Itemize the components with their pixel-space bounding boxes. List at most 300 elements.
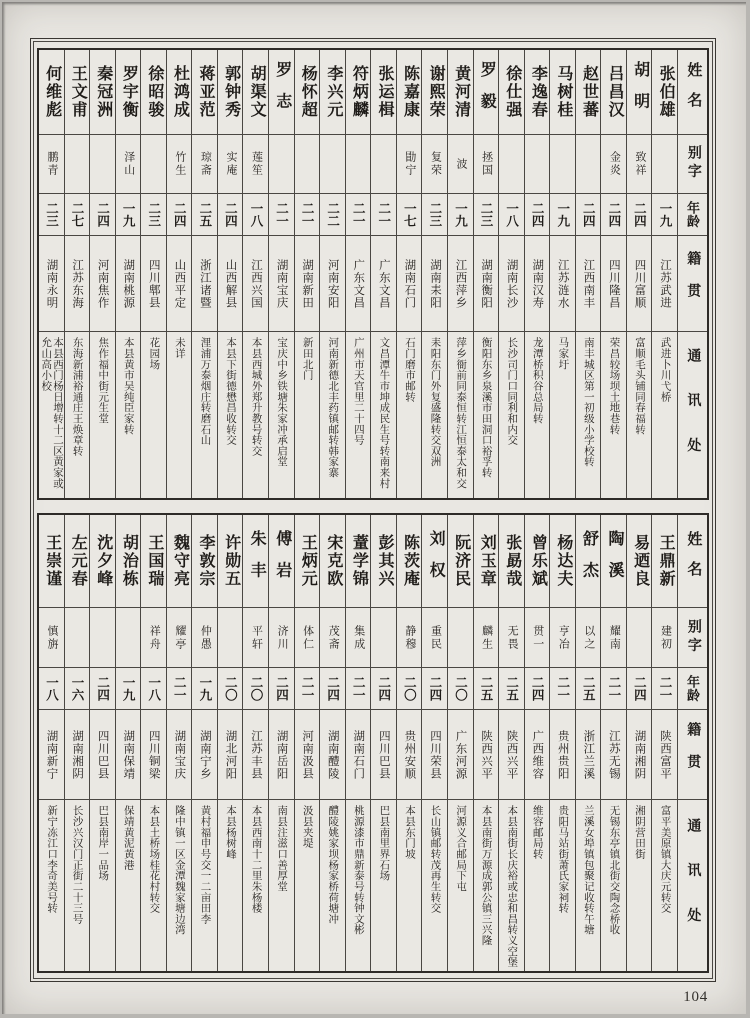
courtesy-cell: 以之 [576, 608, 601, 668]
address-cell: 龙潭桥积谷总局转 [531, 337, 543, 424]
header-column [677, 50, 707, 498]
courtesy-cell [576, 135, 601, 194]
courtesy-cell [90, 608, 115, 668]
age-cell: 二三 [474, 194, 499, 236]
age-cell: 二一 [269, 194, 294, 236]
courtesy-cell [295, 135, 320, 194]
origin-cell: 湖南永明 [39, 236, 64, 332]
name-cell: 马树桂 [550, 50, 575, 135]
age-cell: 二一 [652, 668, 677, 710]
age-cell: 二〇 [218, 668, 243, 710]
origin-cell: 江苏无锡 [601, 710, 626, 800]
courtesy-cell: 波 [448, 135, 473, 194]
age-cell: 二一 [295, 668, 320, 710]
entry-column [473, 515, 499, 971]
address-cell: 长沙兴汉门正街二十三号 [71, 805, 83, 924]
name-cell: 谢熙荣 [422, 50, 447, 135]
address-cell: 武进卜川弋桥 [659, 337, 671, 402]
age-cell: 二二 [320, 194, 345, 236]
address-cell: 汲县夹堤 [301, 805, 313, 849]
entry-column [64, 515, 90, 971]
courtesy-cell: 重民 [422, 608, 447, 668]
courtesy-cell: 亨冶 [550, 608, 575, 668]
address-cell: 新宁冻江口李奇美号转 [46, 805, 58, 914]
origin-cell: 河南安阳 [320, 236, 345, 332]
age-cell: 二〇 [243, 668, 268, 710]
age-cell: 二四 [627, 194, 652, 236]
name-cell: 王崇谨 [39, 515, 64, 608]
origin-cell: 湖南耒阳 [422, 236, 447, 332]
origin-cell: 湖南宝庆 [167, 710, 192, 800]
name-cell: 李兴元 [320, 50, 345, 135]
courtesy-cell: 贯一 [525, 608, 550, 668]
courtesy-cell [371, 135, 396, 194]
address-cell: 未详 [173, 337, 185, 359]
address-cell: 本县南街万源成郭公镇三兴隆 [480, 805, 492, 946]
courtesy-cell [141, 135, 166, 194]
origin-cell: 湖南石门 [397, 236, 422, 332]
address-cell: 宝庆中乡铁塘朱家冲承启堂 [276, 337, 288, 467]
age-cell: 二〇 [448, 668, 473, 710]
address-cell: 东海新浦裕通庄王焕章转 [71, 337, 83, 456]
name-cell: 王国瑞 [141, 515, 166, 608]
entry-column [242, 50, 268, 498]
address-cell: 焦作福中街元生堂 [97, 337, 109, 424]
column-header-age: 年龄 [678, 668, 707, 710]
name-cell: 王文甫 [65, 50, 90, 135]
entry-column [421, 515, 447, 971]
courtesy-cell: 琼斋 [192, 135, 217, 194]
entry-column [166, 515, 192, 971]
origin-cell: 湖南保靖 [116, 710, 141, 800]
entry-column [549, 50, 575, 498]
entry-column [115, 515, 141, 971]
courtesy-cell [65, 135, 90, 194]
age-cell: 二一 [601, 668, 626, 710]
courtesy-cell [269, 135, 294, 194]
address-cell: 长沙司门口同利和内交 [506, 337, 518, 446]
age-cell: 二一 [371, 194, 396, 236]
age-cell: 一九 [448, 194, 473, 236]
scanned-paper [2, 2, 746, 1014]
origin-cell: 四川隆昌 [601, 236, 626, 332]
address-cell: 本县南街长庆裕或忠和昌转义空堡 [506, 805, 518, 968]
name-cell: 朱丰 [243, 515, 268, 608]
age-cell: 二四 [269, 668, 294, 710]
entry-column [140, 515, 166, 971]
age-cell: 二四 [601, 194, 626, 236]
age-cell: 二五 [499, 668, 524, 710]
origin-cell: 四川荣县 [422, 710, 447, 800]
address-cell: 富顺毛头铺同春福转 [634, 337, 646, 435]
name-cell: 易迺良 [627, 515, 652, 608]
address-cell: 本县土桥场桂花村转交 [148, 805, 160, 914]
entry-column [294, 50, 320, 498]
courtesy-cell: 耀亭 [167, 608, 192, 668]
column-header-name: 姓名 [678, 50, 707, 135]
entry-column [626, 515, 652, 971]
origin-cell: 湖南石门 [346, 710, 371, 800]
origin-cell: 广东河源 [448, 710, 473, 800]
age-cell: 二三 [422, 194, 447, 236]
address-cell: 长山镇邮转茂再生转交 [429, 805, 441, 914]
entry-column [64, 50, 90, 498]
age-cell: 二一 [550, 668, 575, 710]
origin-cell: 湖南湘阴 [627, 710, 652, 800]
age-cell: 二四 [167, 194, 192, 236]
origin-cell: 山西解县 [218, 236, 243, 332]
name-cell: 蒋亚范 [192, 50, 217, 135]
address-cell: 荣昌较场坝土地巷转 [608, 337, 620, 435]
entry-column [447, 50, 473, 498]
address-cell: 隆中镇一区金潭魏家塘边湾 [173, 805, 185, 935]
column-header-address: 通讯处 [685, 818, 701, 953]
entry-column [396, 515, 422, 971]
entry-column [651, 515, 677, 971]
address-cell: 巴县南里界石场 [378, 805, 390, 881]
address-cell: 衡阳东乡泉溪市田洞口裕孚转 [480, 337, 492, 478]
address-cell: 本县杨树峰 [225, 805, 237, 860]
origin-cell: 陕西兴平 [499, 710, 524, 800]
origin-cell: 江苏东海 [65, 236, 90, 332]
origin-cell: 湖南岳阳 [269, 710, 294, 800]
age-cell: 一九 [550, 194, 575, 236]
name-cell: 胡渠文 [243, 50, 268, 135]
origin-cell: 四川巴县 [371, 710, 396, 800]
courtesy-cell: 无畏 [499, 608, 524, 668]
origin-cell: 浙江兰溪 [576, 710, 601, 800]
name-cell: 刘权 [422, 515, 447, 608]
origin-cell: 四川巴县 [90, 710, 115, 800]
address-cell: 巴县南岸一品场 [97, 805, 109, 881]
name-cell: 曾乐斌 [525, 515, 550, 608]
age-cell: 一八 [499, 194, 524, 236]
entry-column [345, 50, 371, 498]
courtesy-cell: 鹏青 [39, 135, 64, 194]
column-header-courtesy: 别字 [678, 608, 707, 668]
name-cell: 魏守亮 [167, 515, 192, 608]
origin-cell: 四川郫县 [141, 236, 166, 332]
entry-column [600, 515, 626, 971]
origin-cell: 湖南新宁 [39, 710, 64, 800]
age-cell: 二四 [371, 668, 396, 710]
name-cell: 阮济民 [448, 515, 473, 608]
courtesy-cell: 体仁 [295, 608, 320, 668]
entry-column [498, 515, 524, 971]
address-cell: 广州市天官里二十四号 [352, 337, 364, 446]
name-cell: 黄河清 [448, 50, 473, 135]
name-cell: 刘玉章 [474, 515, 499, 608]
origin-cell: 湖南衡阳 [474, 236, 499, 332]
name-cell: 徐昭骏 [141, 50, 166, 135]
name-cell: 赵世蕃 [576, 50, 601, 135]
name-cell: 杨达夫 [550, 515, 575, 608]
entry-column [191, 515, 217, 971]
address-cell: 石门磨市邮转 [403, 337, 415, 402]
origin-cell: 江西兴国 [243, 236, 268, 332]
entry-column [89, 515, 115, 971]
courtesy-cell [448, 608, 473, 668]
courtesy-cell: 建初 [652, 608, 677, 668]
name-cell: 吕昌汉 [601, 50, 626, 135]
age-cell: 二四 [627, 668, 652, 710]
entry-column [345, 515, 371, 971]
address-cell: 兰溪女埠镇包聚记收转午塘 [582, 805, 594, 935]
entry-column [651, 50, 677, 498]
address-cell: 无锡东亭镇北街交陶念桥收 [608, 805, 620, 935]
column-header-name: 姓名 [678, 515, 707, 608]
name-cell: 张伯雄 [652, 50, 677, 135]
origin-cell: 湖南长沙 [499, 236, 524, 332]
courtesy-cell [550, 135, 575, 194]
page-border-inner [33, 41, 713, 979]
address-cell: 黄村福申号交一二亩田李 [199, 805, 211, 924]
entry-column [575, 515, 601, 971]
origin-cell: 湖南汉寿 [525, 236, 550, 332]
origin-cell: 江西萍乡 [448, 236, 473, 332]
age-cell: 二三 [39, 194, 64, 236]
age-cell: 二七 [65, 194, 90, 236]
name-cell: 王炳元 [295, 515, 320, 608]
entry-column [626, 50, 652, 498]
entry-column [549, 515, 575, 971]
address-cell: 本县东门坡 [403, 805, 415, 860]
origin-cell: 湖南湘阴 [65, 710, 90, 800]
address-cell: 维容邮局转 [531, 805, 543, 860]
column-header-courtesy: 别字 [678, 135, 707, 194]
address-cell: 浬浦万泰烟庄转磨石山 [199, 337, 211, 446]
origin-cell: 湖北河阳 [218, 710, 243, 800]
origin-cell: 贵州安顺 [397, 710, 422, 800]
address-cell: 醴陵姚家坝杨家桥荷塘冲 [327, 805, 339, 924]
courtesy-cell [525, 135, 550, 194]
origin-cell: 浙江诸暨 [192, 236, 217, 332]
page-border-frame [30, 38, 716, 982]
age-cell: 一九 [192, 668, 217, 710]
origin-cell: 江苏武进 [652, 236, 677, 332]
courtesy-cell [346, 135, 371, 194]
courtesy-cell: 金炎 [601, 135, 626, 194]
entry-column [319, 515, 345, 971]
entry-column [217, 515, 243, 971]
name-cell: 何维彪 [39, 50, 64, 135]
courtesy-cell [627, 608, 652, 668]
origin-cell: 湖南醴陵 [320, 710, 345, 800]
address-cell: 南县注滋口善厚堂 [276, 805, 288, 892]
age-cell: 二四 [576, 194, 601, 236]
name-cell: 徐仕强 [499, 50, 524, 135]
origin-cell: 广东文昌 [346, 236, 371, 332]
age-cell: 二一 [167, 668, 192, 710]
entry-column [524, 515, 550, 971]
courtesy-cell: 复荣 [422, 135, 447, 194]
age-cell: 一八 [39, 668, 64, 710]
column-header-address: 通讯处 [685, 347, 701, 483]
courtesy-cell: 泽山 [116, 135, 141, 194]
age-cell: 二四 [525, 668, 550, 710]
roster-table-bottom [37, 513, 709, 973]
courtesy-cell: 麟生 [474, 608, 499, 668]
courtesy-cell: 实庵 [218, 135, 243, 194]
address-cell: 文昌潭牛市坤成民生号转南来村 [378, 337, 390, 489]
origin-cell: 湖南新田 [295, 236, 320, 332]
courtesy-cell: 慎旃 [39, 608, 64, 668]
entry-column [396, 50, 422, 498]
address-cell: 湘阴营田街 [634, 805, 646, 860]
name-cell: 傅岩 [269, 515, 294, 608]
courtesy-cell [499, 135, 524, 194]
courtesy-cell: 茂斋 [320, 608, 345, 668]
age-cell: 一九 [116, 668, 141, 710]
address-cell: 耒阳东门外复盛隆转交双洲 [429, 337, 441, 467]
origin-cell: 河南汲县 [295, 710, 320, 800]
name-cell: 张勗哉 [499, 515, 524, 608]
entry-column [294, 515, 320, 971]
name-cell: 李逸春 [525, 50, 550, 135]
name-cell: 陈嘉康 [397, 50, 422, 135]
address-cell: 花园场 [148, 337, 160, 370]
age-cell: 二四 [90, 194, 115, 236]
entry-column [268, 515, 294, 971]
origin-cell: 江苏涟水 [550, 236, 575, 332]
entry-column [447, 515, 473, 971]
age-cell: 二一 [346, 194, 371, 236]
courtesy-cell [652, 135, 677, 194]
roster-table-top [37, 48, 709, 500]
name-cell: 彭其兴 [371, 515, 396, 608]
header-column [677, 515, 707, 971]
entry-column [39, 50, 64, 498]
entry-column [89, 50, 115, 498]
age-cell: 二四 [525, 194, 550, 236]
age-cell: 一七 [397, 194, 422, 236]
entry-column [524, 50, 550, 498]
address-cell: 本县黄市吴纯臣家转 [122, 337, 134, 435]
courtesy-cell: 济川 [269, 608, 294, 668]
name-cell: 张运楫 [371, 50, 396, 135]
origin-cell: 江苏丰县 [243, 710, 268, 800]
age-cell: 一八 [243, 194, 268, 236]
courtesy-cell: 仲愚 [192, 608, 217, 668]
name-cell: 符炳麟 [346, 50, 371, 135]
name-cell: 郭钟秀 [218, 50, 243, 135]
origin-cell: 江西南丰 [576, 236, 601, 332]
entry-column [575, 50, 601, 498]
origin-cell: 四川铜梁 [141, 710, 166, 800]
entry-column [166, 50, 192, 498]
address-cell: 贵阳马站街萧氏家祠转 [557, 805, 569, 914]
origin-cell: 贵州贵阳 [550, 710, 575, 800]
address-cell: 河南新德北丰药镇邮转韩家寨 [327, 337, 339, 478]
courtesy-cell: 致祥 [627, 135, 652, 194]
column-header-origin: 籍贯 [678, 710, 707, 800]
origin-cell: 广西维容 [525, 710, 550, 800]
age-cell: 二四 [422, 668, 447, 710]
name-cell: 秦冠洲 [90, 50, 115, 135]
name-cell: 陈茨庵 [397, 515, 422, 608]
origin-cell: 山西平定 [167, 236, 192, 332]
age-cell: 二四 [320, 668, 345, 710]
age-cell: 一六 [65, 668, 90, 710]
entry-column [421, 50, 447, 498]
age-cell: 二三 [141, 194, 166, 236]
name-cell: 沈夕峰 [90, 515, 115, 608]
entry-column [370, 50, 396, 498]
origin-cell: 陕西富平 [652, 710, 677, 800]
age-cell: 二四 [218, 194, 243, 236]
courtesy-cell: 静穆 [397, 608, 422, 668]
courtesy-cell [116, 608, 141, 668]
age-cell: 二一 [346, 668, 371, 710]
courtesy-cell: 竹生 [167, 135, 192, 194]
address-cell: 本县西城外郑升教号转交 [250, 337, 262, 456]
entry-column [39, 515, 64, 971]
entry-column [115, 50, 141, 498]
age-cell: 一九 [652, 194, 677, 236]
age-cell: 二一 [295, 194, 320, 236]
name-cell: 左元春 [65, 515, 90, 608]
name-cell: 胡治栋 [116, 515, 141, 608]
address-cell: 本县西门杨日增转十二区黄家或允山高小校 [40, 337, 63, 489]
entry-column [191, 50, 217, 498]
name-cell: 许勋五 [218, 515, 243, 608]
origin-cell: 陕西兴平 [474, 710, 499, 800]
courtesy-cell [218, 608, 243, 668]
courtesy-cell: 耀南 [601, 608, 626, 668]
age-cell: 一九 [116, 194, 141, 236]
address-cell: 本县下街德懋昌收转交 [225, 337, 237, 446]
entry-column [498, 50, 524, 498]
courtesy-cell: 拯国 [474, 135, 499, 194]
name-cell: 宋克欧 [320, 515, 345, 608]
name-cell: 蕫学锦 [346, 515, 371, 608]
address-cell: 富平美原镇大庆元转交 [659, 805, 671, 914]
name-cell: 罗宇衡 [116, 50, 141, 135]
address-cell: 马家圩 [557, 337, 569, 370]
entry-column [242, 515, 268, 971]
age-cell: 一八 [141, 668, 166, 710]
name-cell: 王鼎新 [652, 515, 677, 608]
entry-column [473, 50, 499, 498]
courtesy-cell: 莲笙 [243, 135, 268, 194]
origin-cell: 湖南宝庆 [269, 236, 294, 332]
origin-cell: 湖南宁乡 [192, 710, 217, 800]
name-cell: 陶溪 [601, 515, 626, 608]
address-cell: 河源义合邮局下屯 [455, 805, 467, 892]
name-cell: 罗志 [269, 50, 294, 135]
address-cell: 萍乡衙前同泰恒转江恒泰太和交 [455, 337, 467, 489]
address-cell: 南丰城区第一初级小学校转 [582, 337, 594, 467]
courtesy-cell [371, 608, 396, 668]
origin-cell: 湖南桃源 [116, 236, 141, 332]
address-cell: 保靖黄泥黄港 [122, 805, 134, 870]
column-header-age: 年龄 [678, 194, 707, 236]
column-header-origin: 籍贯 [678, 236, 707, 332]
name-cell: 杨怀超 [295, 50, 320, 135]
courtesy-cell: 平轩 [243, 608, 268, 668]
courtesy-cell: 祥舟 [141, 608, 166, 668]
courtesy-cell [90, 135, 115, 194]
entry-column [370, 515, 396, 971]
name-cell: 胡明 [627, 50, 652, 135]
age-cell: 二〇 [397, 668, 422, 710]
age-cell: 二四 [90, 668, 115, 710]
courtesy-cell [65, 608, 90, 668]
name-cell: 罗毅 [474, 50, 499, 135]
origin-cell: 河南焦作 [90, 236, 115, 332]
entry-column [217, 50, 243, 498]
courtesy-cell: 集成 [346, 608, 371, 668]
